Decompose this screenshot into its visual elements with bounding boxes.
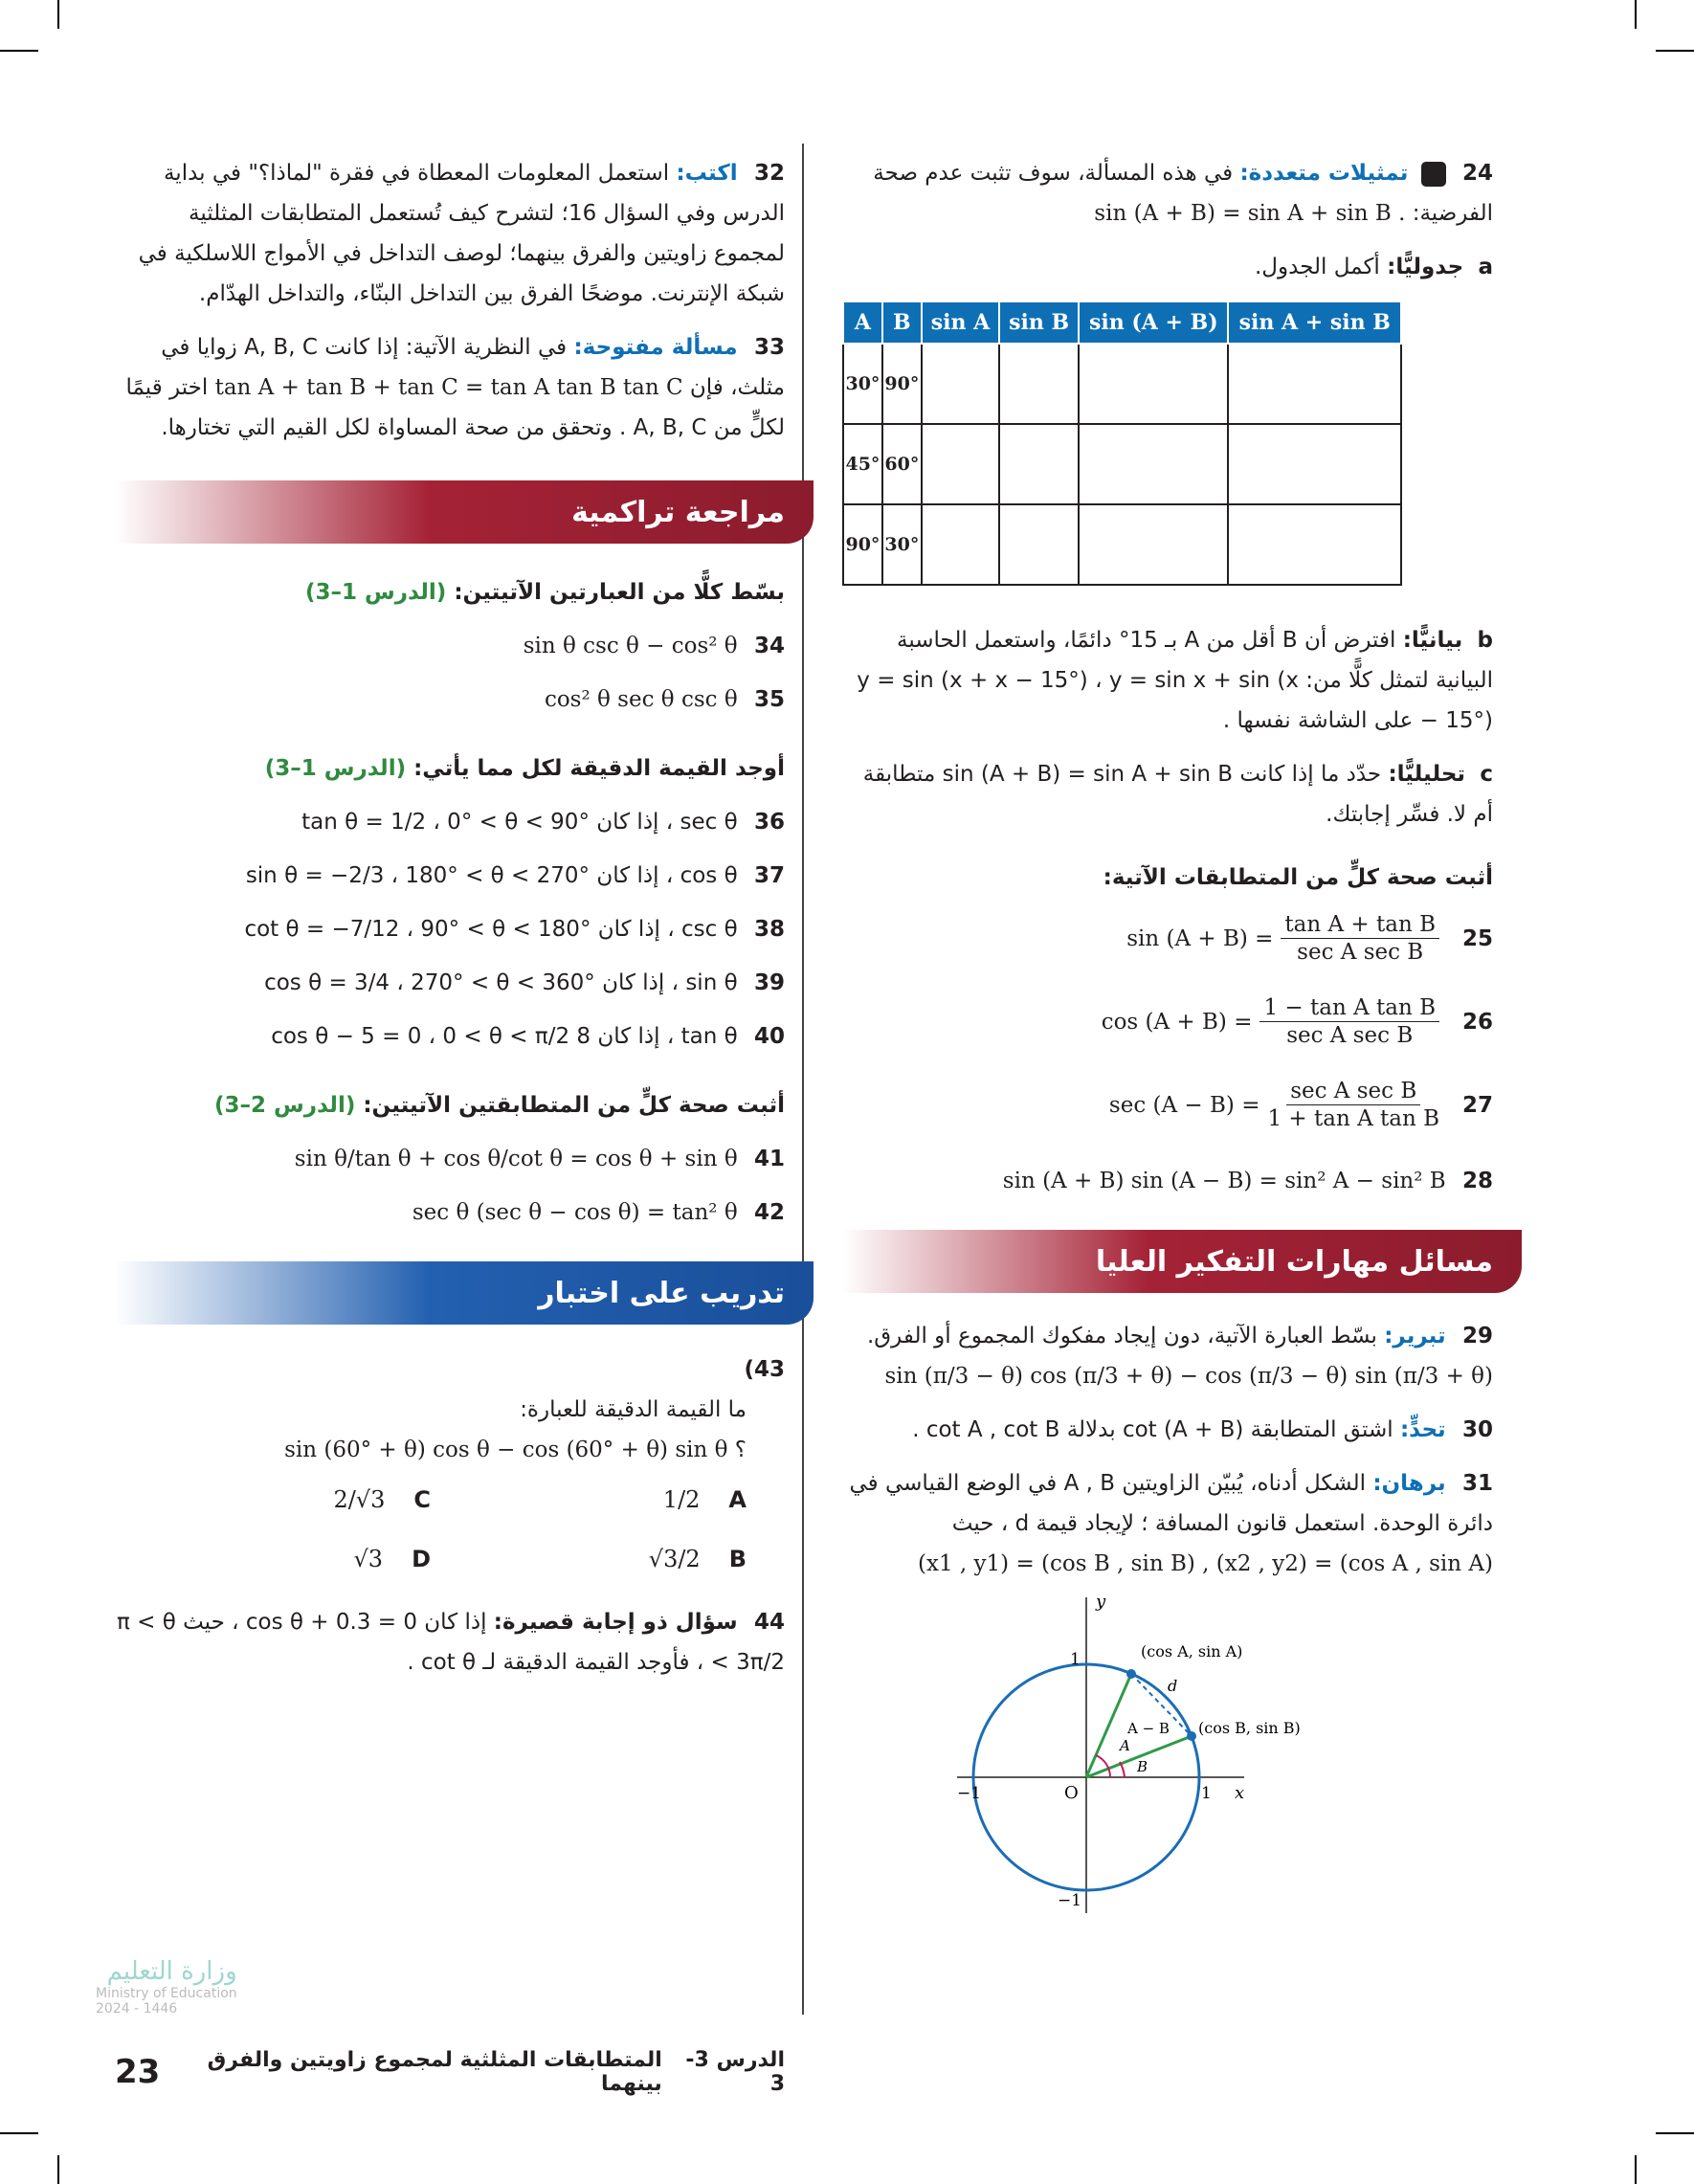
expression: sin θ/tan θ + cos θ/cot θ = cos θ + sin θ — [294, 1147, 738, 1171]
section-heading — [115, 572, 785, 613]
question-number: 25 — [1461, 925, 1493, 951]
expression: sec θ (sec θ − cos θ) = tan² θ — [412, 1200, 738, 1225]
table-cell-empty[interactable] — [1079, 424, 1228, 504]
question-40 — [115, 1016, 785, 1057]
crop-mark — [1656, 50, 1694, 52]
expression: sin θ csc θ − cos² θ — [523, 634, 738, 658]
left-column — [115, 153, 785, 1696]
watermark-text: Ministry of Education — [96, 1986, 237, 2001]
tick-label: 1 — [1201, 1784, 1212, 1803]
question-text: tan θ ، إذا كان 8 cos θ − 5 = 0 ، 0 < θ < π/2 — [271, 1024, 738, 1049]
table-header: sin B — [999, 301, 1079, 344]
question-text: اختر قيمًا لكلٍّ من A, B, C . وتحقق من صحة المساواة لكل القيم التي تختارها. — [125, 375, 785, 440]
question-number: 36 — [753, 810, 785, 835]
table-cell-empty[interactable] — [1228, 344, 1401, 424]
question-number: 37 — [753, 863, 785, 888]
question-number: 31 — [1461, 1471, 1493, 1496]
point-a — [1126, 1669, 1136, 1679]
origin-label: O — [1064, 1783, 1079, 1803]
watermark-text: وزارة التعليم — [106, 1957, 237, 1986]
table-cell: 45° — [843, 424, 882, 504]
question-34 — [115, 626, 785, 666]
figure-wrapper — [842, 1592, 1493, 1913]
question-number: 27 — [1461, 1092, 1493, 1118]
choice-d[interactable] — [115, 1539, 431, 1579]
question-39 — [115, 963, 785, 1003]
multiple-representations-icon — [1421, 162, 1446, 187]
table-cell-empty[interactable] — [1228, 504, 1401, 585]
question-number: 35 — [753, 687, 785, 712]
question-label: تبرير: — [1384, 1324, 1446, 1348]
point-b — [1187, 1731, 1196, 1741]
review-banner — [115, 480, 814, 544]
table-cell-empty[interactable] — [1228, 424, 1401, 504]
watermark-text: 2024 - 1446 — [96, 2001, 178, 2017]
table-row — [843, 424, 1401, 504]
crop-mark — [0, 50, 38, 52]
heading-text: أثبت صحة كلٍّ من المتطابقتين الآتيتين: — [363, 1093, 785, 1118]
test-practice-banner — [115, 1261, 814, 1325]
question-number: 24 — [1461, 161, 1493, 186]
table-header: sin A — [922, 301, 999, 344]
crop-mark — [1656, 2132, 1694, 2134]
choice-c[interactable] — [115, 1480, 431, 1520]
lesson-tag: (الدرس 1–3) — [264, 756, 407, 781]
trig-table — [842, 301, 1402, 586]
question-32 — [115, 153, 785, 314]
lesson-tag: (الدرس 2–3) — [213, 1093, 356, 1118]
footer-title: المتطابقات المثلثية لمجموع زاويتين والفرق بينهما — [207, 2048, 662, 2096]
table-cell: 60° — [882, 424, 922, 504]
footer-lesson: الدرس 3-3 — [685, 2048, 785, 2096]
question-25 — [842, 911, 1493, 966]
table-cell-empty[interactable] — [922, 424, 999, 504]
numerator: 1 − tan A tan B — [1259, 994, 1439, 1022]
right-column — [842, 153, 1493, 1913]
expression: sin (60° + θ) cos θ − cos (60° + θ) sin θ ؟ — [284, 1437, 747, 1462]
question-label: اكتب: — [676, 161, 738, 186]
table-row — [843, 344, 1401, 424]
denominator: 1 + tan A tan B — [1267, 1106, 1439, 1131]
sub-letter: b — [1477, 628, 1493, 653]
question-number: 40 — [753, 1024, 785, 1049]
choice-a[interactable] — [431, 1480, 747, 1520]
choice-b[interactable] — [431, 1539, 747, 1579]
question-number: 26 — [1461, 1009, 1493, 1035]
choice-letter: B — [728, 1546, 747, 1572]
identity: sin (A + B) sin (A − B) = sin² A − sin² B — [1002, 1169, 1446, 1193]
question-number: 39 — [753, 970, 785, 995]
question-text: حدّد ما إذا كانت sin (A + B) = sin A + sin B متطابقة أم لا. فسِّر إجابتك. — [862, 762, 1493, 827]
identity-lhs: sin (A + B) = — [1126, 925, 1274, 951]
question-28 — [842, 1161, 1493, 1201]
crop-mark — [0, 2132, 38, 2134]
table-cell-empty[interactable] — [999, 424, 1079, 504]
page-number: 23 — [115, 2053, 161, 2091]
angle-difference-label: A − B — [1127, 1720, 1170, 1737]
section-heading: أثبت صحة كلٍّ من المتطابقات الآتية: — [1103, 865, 1493, 890]
equation: tan A + tan B + tan C = tan A tan B tan C — [214, 375, 683, 400]
choice-letter: A — [728, 1486, 747, 1513]
choice-letter: D — [412, 1546, 431, 1572]
banner-title: مسائل مهارات التفكير العليا — [1095, 1244, 1493, 1279]
lesson-tag: (الدرس 1–3) — [304, 580, 447, 605]
question-text: بسّط العبارة الآتية، دون إيجاد مفكوك المجموع أو الفرق. — [866, 1324, 1377, 1348]
question-number: 29 — [1461, 1324, 1493, 1348]
hots-banner — [842, 1230, 1522, 1293]
question-31 — [842, 1463, 1493, 1584]
table-cell: 90° — [843, 504, 882, 585]
crop-mark — [1635, 0, 1637, 29]
table-cell-empty[interactable] — [999, 344, 1079, 424]
question-number: 44 — [753, 1610, 785, 1635]
table-header-row — [843, 301, 1401, 344]
question-33 — [115, 327, 785, 448]
angle-b-label: B — [1137, 1758, 1148, 1775]
table-cell-empty[interactable] — [999, 504, 1079, 585]
question-text: افترض أن B أقل من A بـ 15° دائمًا، واستعمل الحاسبة البيانية لتمثل كلًّا من: y = sin (x + x − 15°) ، y = sin x + sin (x − 15°) على الشاشة نفسها . — [857, 628, 1493, 733]
sub-letter: a — [1478, 255, 1493, 279]
question-text: csc θ ، إذا كان cot θ = −7/12 ، 90° < θ < 180° — [244, 917, 738, 942]
question-27 — [842, 1078, 1493, 1132]
choice-value: 1/2 — [662, 1486, 701, 1513]
fraction — [1259, 994, 1439, 1049]
equation: (x1 , y1) = (cos B , sin B) , (x2 , y2) = (cos A , sin A) — [918, 1551, 1493, 1576]
question-number: 30 — [1461, 1417, 1493, 1442]
question-label: تحليليًّا: — [1388, 762, 1466, 787]
sub-letter: c — [1480, 762, 1493, 787]
heading-text: أوجد القيمة الدقيقة لكل مما يأتي: — [413, 756, 785, 781]
y-label: y — [1096, 1592, 1106, 1612]
question-label: سؤال ذو إجابة قصيرة: — [493, 1610, 738, 1635]
question-41 — [115, 1139, 785, 1179]
question-35 — [115, 680, 785, 720]
question-42 — [115, 1192, 785, 1233]
fraction — [1267, 1078, 1439, 1132]
question-text: استعمل المعلومات المعطاة في فقرة "لماذا؟" في بداية الدرس وفي السؤال 16؛ لتشرح كيف تُستعمل المتطابقات المثلثية لمجموع زاويتين والفرق بينهما؛ لوصف التداخل في الأمواج اللاسلكية في شبكة الإنترنت. موضحًا الفرق بين التداخل البنّاء، والتداخل الهدّام. — [138, 161, 785, 306]
identity — [1126, 911, 1439, 966]
question-43 — [115, 1349, 785, 1579]
question-text: أكمل الجدول. — [1255, 255, 1380, 279]
answer-choices — [115, 1480, 747, 1579]
denominator: sec A sec B — [1286, 1023, 1414, 1048]
choice-value: √3/2 — [648, 1546, 701, 1572]
table-cell: 30° — [843, 344, 882, 424]
tick-label: −1 — [957, 1784, 982, 1803]
question-number: 41 — [753, 1147, 785, 1171]
question-label: جدوليًّا: — [1387, 255, 1464, 279]
heading-text: بسّط كلًّا من العبارتين الآتيتين: — [454, 580, 785, 605]
equation: sin (A + B) = sin A + sin B . — [1094, 201, 1406, 226]
fraction — [1281, 911, 1439, 966]
question-29 — [842, 1316, 1493, 1396]
question-44 — [115, 1602, 785, 1683]
table-header: A — [843, 301, 882, 344]
question-text: إذا كان cos θ + 0.3 = 0 ، حيث π < θ < 3π/2 ، فأوجد القيمة الدقيقة لـ cot θ . — [116, 1610, 785, 1675]
expression: sin (π/3 − θ) cos (π/3 + θ) − cos (π/3 − θ) sin (π/3 + θ) — [884, 1364, 1493, 1389]
question-text: اشتق المتطابقة cot (A + B) بدلالة cot A , cot B . — [912, 1417, 1393, 1442]
identity-lhs: sec (A − B) = — [1108, 1092, 1260, 1118]
question-37 — [115, 856, 785, 896]
tick-label: −1 — [1058, 1891, 1082, 1910]
d-label: d — [1168, 1677, 1178, 1695]
question-text: في النظرية الآتية: إذا كانت A, B, C زوايا في مثلث، فإن — [161, 335, 785, 400]
table-header: B — [882, 301, 922, 344]
table-row — [843, 504, 1401, 585]
choice-value: √3 — [353, 1546, 384, 1572]
question-label: تحدٍّ: — [1399, 1417, 1446, 1442]
question-text: الشكل أدناه، يُبيّن الزاويتين A , B في الوضع القياسي في دائرة الوحدة. استعمل قانون المسافة ؛ لإيجاد قيمة d ، حيث — [849, 1471, 1493, 1536]
question-label: مسألة مفتوحة: — [573, 335, 738, 360]
unit-circle-figure — [957, 1592, 1340, 1913]
ministry-watermark — [96, 1957, 237, 2017]
table-cell: 90° — [882, 344, 922, 424]
identity — [1109, 1078, 1439, 1132]
table-header: sin (A + B) — [1079, 301, 1228, 344]
choice-letter: C — [413, 1486, 431, 1513]
table-cell-empty[interactable] — [922, 504, 999, 585]
point-b-label: (cos B, sin B) — [1198, 1719, 1301, 1737]
question-text: cos θ ، إذا كان sin θ = −2/3 ، 180° < θ < 270° — [245, 863, 738, 888]
table-header: sin A + sin B — [1228, 301, 1401, 344]
table-cell: 30° — [882, 504, 922, 585]
question-24b — [842, 620, 1493, 741]
question-36 — [115, 802, 785, 842]
question-number: 38 — [753, 917, 785, 942]
question-number: 32 — [753, 161, 785, 186]
identity-lhs: cos (A + B) = — [1101, 1009, 1253, 1035]
question-label: برهان: — [1372, 1471, 1446, 1496]
question-38 — [115, 909, 785, 949]
question-24a — [842, 247, 1493, 287]
x-label: x — [1235, 1783, 1245, 1803]
point-a-label: (cos A, sin A) — [1141, 1642, 1243, 1660]
question-label: بيانيًّا: — [1402, 628, 1463, 653]
table-cell-empty[interactable] — [1079, 504, 1228, 585]
crop-mark — [57, 2155, 59, 2184]
question-text: sec θ ، إذا كان tan θ = 1/2 ، 0° < θ < 90° — [301, 810, 738, 835]
denominator: sec A sec B — [1297, 940, 1424, 965]
question-24c — [842, 754, 1493, 835]
question-text: sin θ ، إذا كان cos θ = 3/4 ، 270° < θ < 360° — [264, 970, 738, 995]
question-number: 33 — [753, 335, 785, 360]
section-heading — [115, 1085, 785, 1125]
table-cell-empty[interactable] — [922, 344, 999, 424]
crop-mark — [57, 0, 59, 29]
question-26 — [842, 994, 1493, 1049]
banner-title: تدريب على اختبار — [538, 1276, 785, 1310]
column-divider — [802, 144, 804, 2015]
question-number: 28 — [1461, 1169, 1493, 1193]
question-label: تمثيلات متعددة: — [1239, 161, 1409, 186]
page-footer — [115, 2048, 785, 2096]
question-30 — [842, 1410, 1493, 1450]
identity — [1102, 994, 1439, 1049]
crop-mark — [1635, 2155, 1637, 2184]
question-number: 34 — [753, 634, 785, 658]
question-number: 43) — [744, 1357, 785, 1382]
numerator: sec A sec B — [1286, 1078, 1420, 1105]
numerator: tan A + tan B — [1281, 911, 1439, 939]
angle-a-label: A — [1120, 1737, 1130, 1754]
question-24 — [842, 153, 1493, 234]
table-wrapper — [842, 301, 1493, 586]
banner-title: مراجعة تراكمية — [571, 495, 785, 529]
question-text: في هذه المسألة، سوف تثبت عدم صحة الفرضية: — [873, 161, 1493, 226]
question-number: 42 — [753, 1200, 785, 1225]
section-heading — [115, 748, 785, 789]
choice-value: 2/√3 — [333, 1486, 386, 1513]
expression: cos² θ sec θ csc θ — [544, 687, 738, 712]
tick-label: 1 — [1070, 1650, 1081, 1669]
table-cell-empty[interactable] — [1079, 344, 1228, 424]
question-text: ما القيمة الدقيقة للعبارة: — [520, 1397, 747, 1422]
